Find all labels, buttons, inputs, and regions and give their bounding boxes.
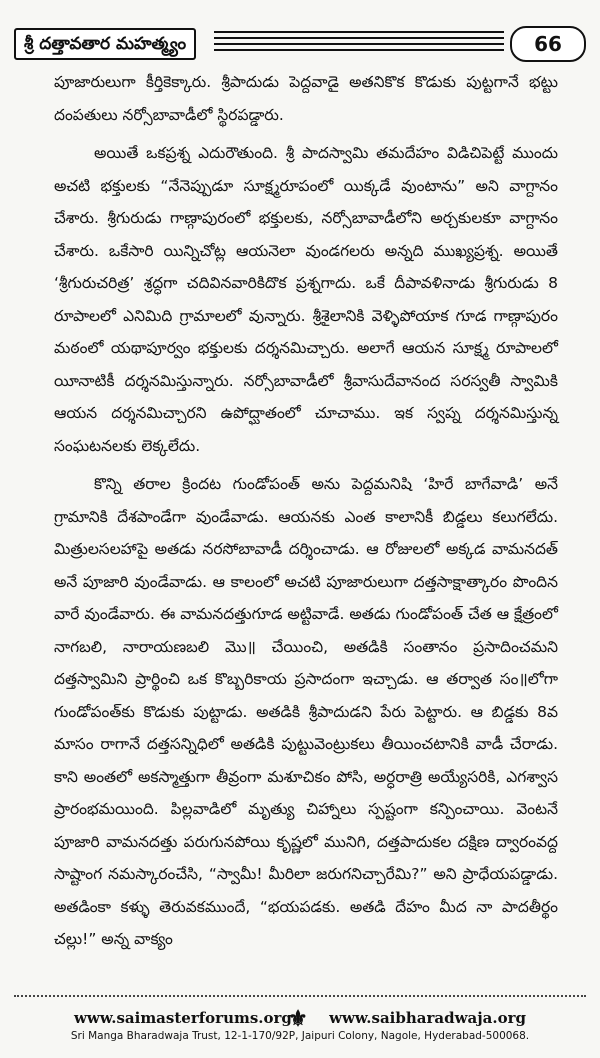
paragraph-3: కొన్ని తరాల క్రిందట గుండోపంత్ అను పెద్దమనిషి ‘హిరే బాగేవాడి’ అనే గ్రామానికి దేశపాండేగా వుండేవాడు. ఆయనకు ఎంత కాలానికీ బిడ్డలు కలుగలేదు. మిత్రులసలహాపై అతడు నరసోబావాడీ దర్శించాడు. ఆ రోజులలో అక్కడ వామనదత్ అనే పూజారి వుండేవాడు. ఆ కాలంలో అచటి పూజారులుగా దత్తసాక్షాత్కారం పొందిన వారే వుండేవారు. ఈ వామనదత్తుగూడ అట్టివాడే. అతడు గుండోపంత్ చేత ఆ క్షేత్రంలో నాగబలి, నారాయణబలి మొ॥ చేయించి, అతడికి సంతానం ప్రసాదించమని దత్తస్వామిని ప్రార్థించి ఒక కొబ్బరికాయ ప్రసాదంగా ఇచ్చాడు. ఆ తర్వాత సం॥లోగా గుండోపంత్‌కు కొడుకు పుట్టాడు. అతడికి శ్రీపాదుడని పేరు పెట్టారు. ఆ బిడ్డకు 8వ మాసం రాగానే దత్తసన్నిధిలో అతడికి పుట్టువెంట్రుకలు తీయించటానికి వాడీ చేరాడు. కాని అంతలో అకస్మాత్తుగా తీవ్రంగా మశూచికం పోసి, అర్ధరాత్రి అయ్యేసరికి, ఎగశ్వాస ప్రారంభమయింది. పిల్లవాడిలో మృత్యు చిహ్నాలు స్పష్టంగా కన్పించాయి. వెంటనే పూజారి వామనదత్తు పరుగునపోయి కృష్ణలో మునిగి, దత్తపాదుకల దక్షిణ ద్వారంవద్ద సాష్టాంగ నమస్కారంచేసి, “స్వామీ! మీరిలా జరుగనిచ్చారేమి?” అని ప్రాధేయపడ్డాడు. అతడింకా కళ్ళు తెరువకముందే, “భయపడకు. అతడి దేహం మీద నా పాదతీర్థం చల్లు!” అన్న వాక్యం	[54, 475, 558, 948]
page-header	[14, 28, 586, 62]
footer-link-saimasterforums[interactable]: www.saimasterforums.org	[74, 1009, 292, 1027]
footer-link-saibharadwaja[interactable]: www.saibharadwaja.org	[329, 1009, 526, 1027]
fleur-de-lis-icon: ⚜	[288, 1006, 308, 1032]
header-rules	[214, 31, 504, 55]
paragraph-2: అయితే ఒకప్రశ్న ఎదురౌతుంది. శ్రీ పాదస్వామి తమదేహం విడిచిపెట్టే ముందు అచటి భక్తులకు “నేనెప్పుడూ సూక్ష్మరూపంలో యిక్కడే వుంటాను” అని వాగ్దానం చేశారు. శ్రీగురుడు గాణ్గాపురంలో భక్తులకు, నర్సోబావాడీలోని అర్చకులకూ వాగ్దానం చేశారు. ఒకేసారి యిన్నిచోట్ల ఆయనెలా వుండగలరు అన్నది ముఖ్యప్రశ్న. అయితే ‘శ్రీగురుచరిత్ర’ శ్రద్ధగా చదివినవారికిదొక ప్రశ్నగాదు. ఒకే దీపావళినాడు శ్రీగురుడు 8 రూపాలలో ఎనిమిది గ్రామాలలో వున్నారు. శ్రీశైలానికి వెళ్ళిపోయాక గూడ గాణ్గాపురం మఠంలో యథాపూర్వం భక్తులకు దర్శనమిచ్చారు. అలాగే ఆయన సూక్ష్మ రూపాలలో యీనాటికీ దర్శనమిస్తున్నారు. నర్సోబావాడీలో శ్రీవాసుదేవానంద సరస్వతీ స్వామికి ఆయన దర్శనమిచ్చారని ఉపోద్ఘాతంలో చూచాము. ఇక స్వప్న దర్శనమిస్తున్న సంఘటనలకు లెక్కలేదు.	[54, 144, 558, 455]
paragraph-1: పూజారులుగా కీర్తికెక్కారు. శ్రీపాదుడు పెద్దవాడై అతనికొక కొడుకు పుట్టగానే భట్టు దంపతులు నర్సోబావాడీలో స్థిరపడ్డారు.	[54, 73, 558, 124]
page-number: 66	[510, 26, 586, 62]
book-title: శ్రీ దత్తావతార మహత్మ్యం	[14, 28, 196, 60]
footer-divider	[14, 995, 586, 997]
footer-trust-address: Sri Manga Bharadwaja Trust, 12-1-170/92P, Jaipuri Colony, Nagole, Hyderabad-500068.	[70, 1030, 530, 1042]
footer-links	[74, 1005, 526, 1031]
body-text	[54, 66, 558, 962]
